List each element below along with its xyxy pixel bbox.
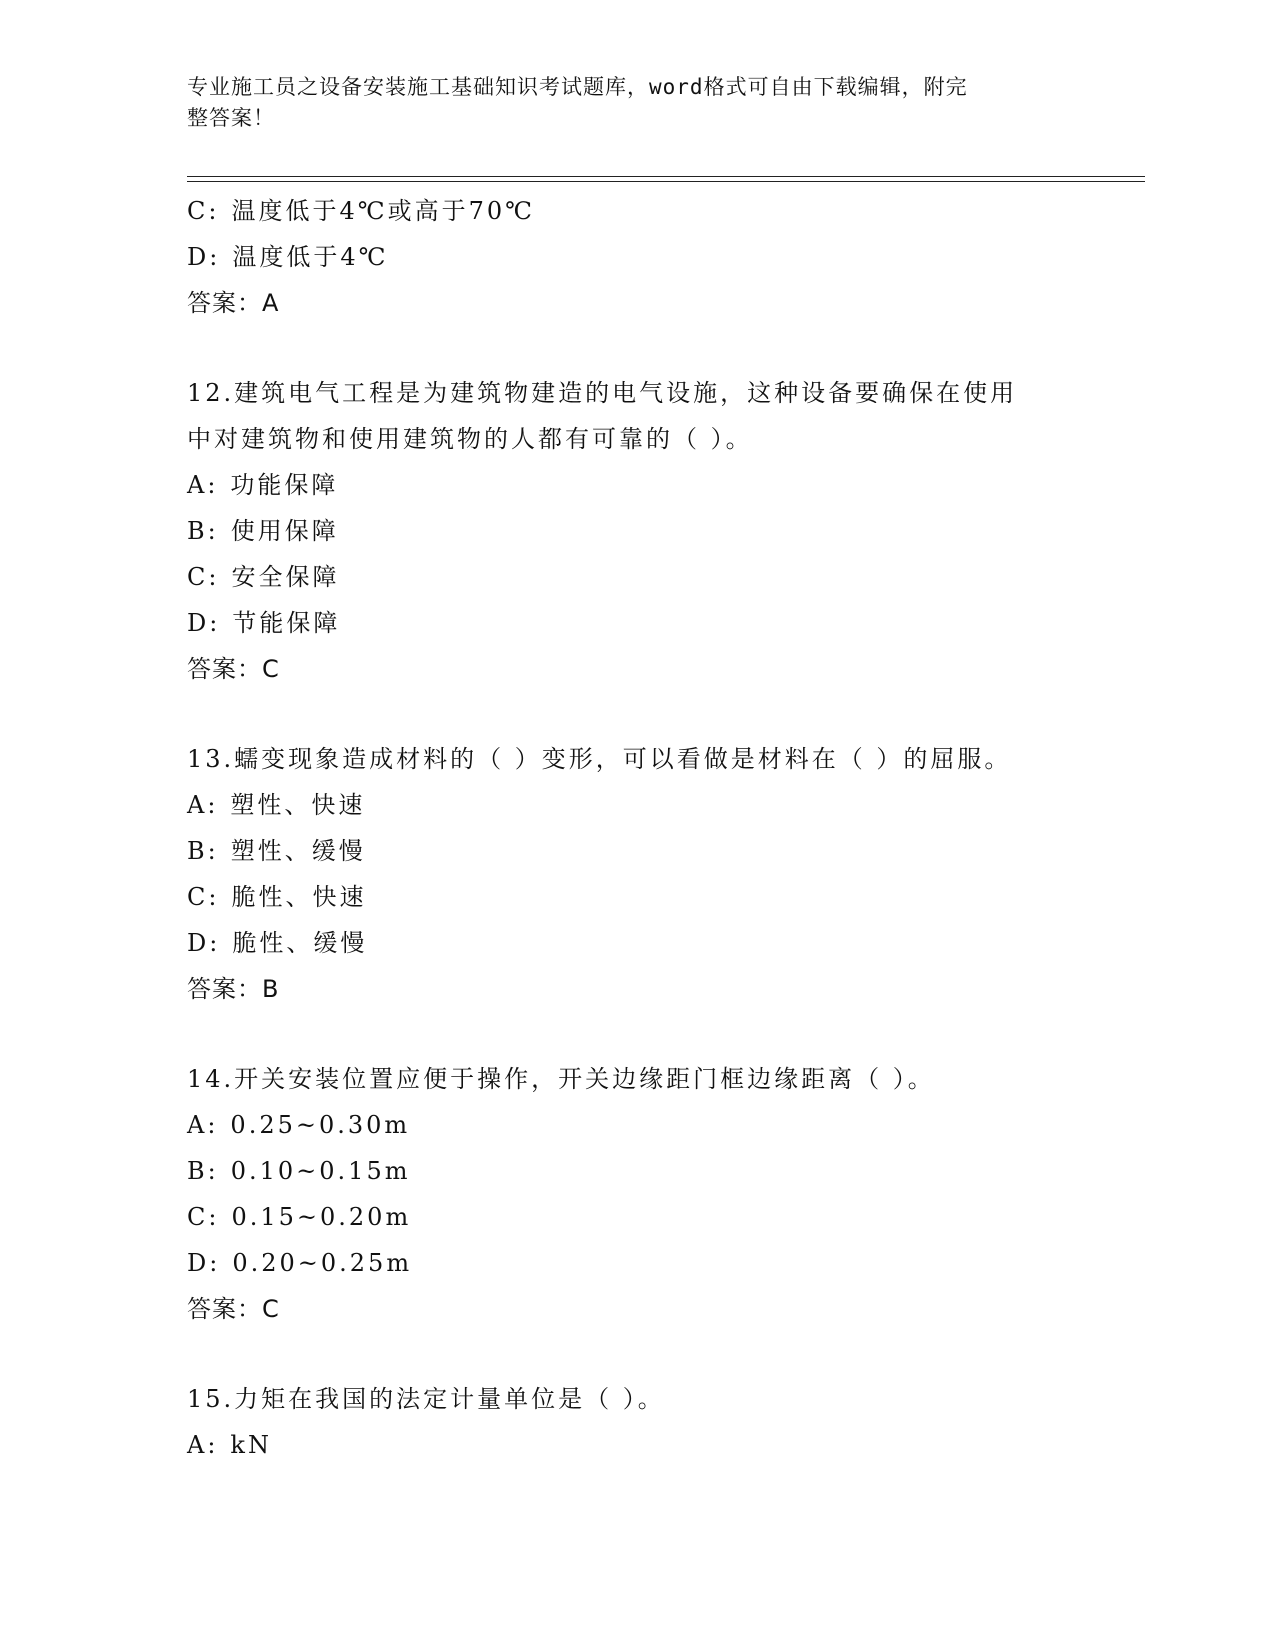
- option-d: [187, 1240, 1147, 1286]
- answer-line: 答案：C: [187, 1295, 280, 1323]
- option-text: 脆性、缓慢: [232, 929, 368, 957]
- option-b: [187, 828, 1147, 874]
- option-c: [187, 1194, 1147, 1240]
- option-label: C:: [187, 197, 220, 225]
- question-stem: 12.建筑电气工程是为建筑物建造的电气设施，这种设备要确保在使用: [187, 379, 1018, 407]
- option-label: C:: [187, 563, 220, 591]
- option-text: 0.20~0.25m: [232, 1249, 413, 1277]
- question-14: [187, 1056, 1147, 1332]
- header-divider-bottom: [187, 181, 1145, 182]
- option-text: 温度低于4℃: [232, 243, 389, 271]
- question-15: [187, 1376, 1147, 1468]
- option-c: [187, 188, 1147, 234]
- question-list: [187, 188, 1147, 1468]
- option-label: D:: [187, 929, 221, 957]
- option-label: B:: [187, 1157, 219, 1185]
- spacer: [187, 326, 1147, 370]
- question-stem: 15.力矩在我国的法定计量单位是（ ）。: [187, 1385, 665, 1413]
- option-label: A:: [187, 471, 219, 499]
- option-b: [187, 508, 1147, 554]
- option-label: D:: [187, 609, 221, 637]
- header-line-1: 专业施工员之设备安装施工基础知识考试题库，word格式可自由下载编辑，附完: [187, 75, 968, 99]
- option-d: [187, 600, 1147, 646]
- header-divider-top: [187, 176, 1145, 177]
- question-13: [187, 736, 1147, 1012]
- option-label: C:: [187, 1203, 220, 1231]
- option-label: B:: [187, 517, 219, 545]
- answer-line: 答案：C: [187, 655, 280, 683]
- option-c: [187, 554, 1147, 600]
- option-text: 0.10~0.15m: [230, 1157, 411, 1185]
- option-text: 0.15~0.20m: [231, 1203, 412, 1231]
- document-header: [187, 72, 1067, 134]
- option-text: kN: [230, 1431, 272, 1459]
- option-text: 脆性、快速: [231, 883, 367, 911]
- option-b: [187, 1148, 1147, 1194]
- option-a: [187, 462, 1147, 508]
- spacer: [187, 1332, 1147, 1376]
- option-a: [187, 782, 1147, 828]
- question-stem-continued: 中对建筑物和使用建筑物的人都有可靠的（ ）。: [187, 425, 753, 453]
- option-d: [187, 234, 1147, 280]
- option-a: [187, 1102, 1147, 1148]
- option-label: A:: [187, 791, 219, 819]
- answer-line: 答案：A: [187, 289, 280, 317]
- question-stem: 14.开关安装位置应便于操作，开关边缘距门框边缘距离（ ）。: [187, 1065, 935, 1093]
- option-text: 塑性、快速: [230, 791, 366, 819]
- option-label: D:: [187, 1249, 221, 1277]
- header-line-2: 整答案！: [187, 106, 275, 130]
- option-c: [187, 874, 1147, 920]
- option-label: A:: [187, 1431, 219, 1459]
- option-label: A:: [187, 1111, 219, 1139]
- option-text: 0.25~0.30m: [230, 1111, 411, 1139]
- option-text: 安全保障: [231, 563, 340, 591]
- option-text: 塑性、缓慢: [230, 837, 366, 865]
- option-label: D:: [187, 243, 221, 271]
- spacer: [187, 1012, 1147, 1056]
- option-text: 温度低于4℃或高于70℃: [231, 197, 535, 225]
- option-text: 节能保障: [232, 609, 341, 637]
- option-text: 使用保障: [230, 517, 339, 545]
- option-label: C:: [187, 883, 220, 911]
- spacer: [187, 692, 1147, 736]
- question-11-continued: [187, 188, 1147, 326]
- question-12: [187, 370, 1147, 692]
- option-a: [187, 1422, 1147, 1468]
- question-stem: 13.蠕变现象造成材料的（ ）变形，可以看做是材料在（ ）的屈服。: [187, 745, 1012, 773]
- option-label: B:: [187, 837, 219, 865]
- option-text: 功能保障: [230, 471, 339, 499]
- answer-line: 答案：B: [187, 975, 280, 1003]
- option-d: [187, 920, 1147, 966]
